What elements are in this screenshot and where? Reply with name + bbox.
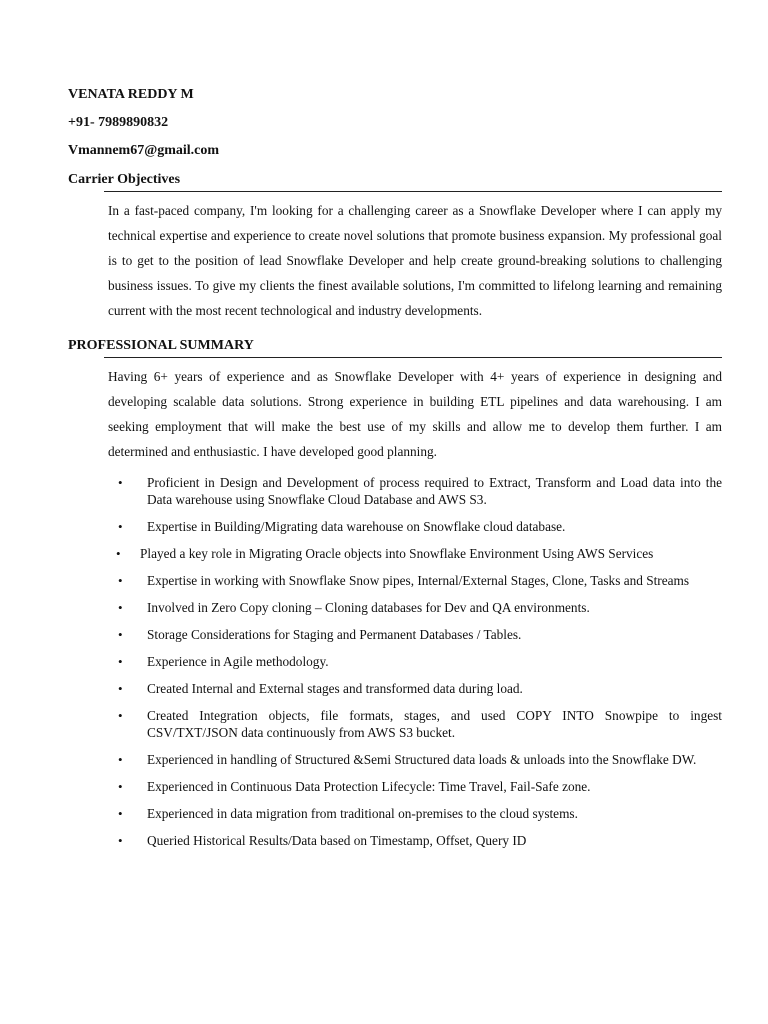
bullet-text: Created Internal and External stages and transformed data during load. <box>147 681 523 696</box>
section-divider <box>104 357 722 358</box>
summary-bullet-list <box>68 474 722 849</box>
bullet-text: Proficient in Design and Development of process required to Extract, Transform and Load data into the Data warehouse using Snowflake Cloud Database and AWS S3. <box>147 475 722 507</box>
bullet-item <box>68 518 722 535</box>
bullet-item <box>68 680 722 697</box>
bullet-icon: • <box>118 654 123 669</box>
bullet-item <box>68 778 722 795</box>
bullet-text: Experienced in handling of Structured &Semi Structured data loads & unloads into the Snowflake DW. <box>147 752 697 767</box>
bullet-item <box>68 805 722 822</box>
bullet-icon: • <box>118 752 123 767</box>
objective-heading: Carrier Objectives <box>68 172 181 187</box>
bullet-item <box>68 599 722 616</box>
bullet-icon: • <box>118 708 123 723</box>
bullet-text: Involved in Zero Copy cloning – Cloning databases for Dev and QA environments. <box>147 600 590 615</box>
phone-number: +91- 7989890832 <box>68 115 169 130</box>
bullet-text: Experience in Agile methodology. <box>147 654 329 669</box>
bullet-item <box>68 832 722 849</box>
bullet-icon: • <box>118 475 123 490</box>
bullet-item <box>68 653 722 670</box>
bullet-item <box>68 751 722 768</box>
bullet-icon: • <box>116 546 121 561</box>
objective-paragraph: In a fast-paced company, I'm looking for a challenging career as a Snowflake Developer where I can apply my technical expertise and experience to create novel solutions that promote business expansion. My professional goal is to get to the position of lead Snowflake Developer and help create ground-breaking solutions to challenging business issues. To give my clients the finest available solutions, I'm committed to lifelong learning and remaining current with the most recent technological and industry developments. <box>108 203 722 318</box>
bullet-icon: • <box>118 519 123 534</box>
bullet-item <box>68 707 722 741</box>
bullet-icon: • <box>118 627 123 642</box>
bullet-icon: • <box>118 779 123 794</box>
bullet-icon: • <box>118 681 123 696</box>
section-divider <box>104 191 722 192</box>
bullet-item <box>68 626 722 643</box>
bullet-item <box>68 572 722 589</box>
bullet-icon: • <box>118 600 123 615</box>
email-address: Vmannem67@gmail.com <box>68 143 220 158</box>
bullet-text: Expertise in Building/Migrating data warehouse on Snowflake cloud database. <box>147 519 566 534</box>
bullet-text: Played a key role in Migrating Oracle objects into Snowflake Environment Using AWS Services <box>140 546 654 561</box>
bullet-icon: • <box>118 573 123 588</box>
summary-heading: PROFESSIONAL SUMMARY <box>68 338 254 353</box>
bullet-text: Queried Historical Results/Data based on Timestamp, Offset, Query ID <box>147 833 527 848</box>
candidate-name: VENATA REDDY M <box>68 87 194 102</box>
bullet-item <box>68 545 722 562</box>
bullet-icon: • <box>118 806 123 821</box>
bullet-text: Created Integration objects, file formats, stages, and used COPY INTO Snowpipe to ingest CSV/TXT/JSON data continuously from AWS S3 bucket. <box>147 708 722 740</box>
bullet-text: Storage Considerations for Staging and Permanent Databases / Tables. <box>147 627 522 642</box>
bullet-text: Experienced in data migration from traditional on-premises to the cloud systems. <box>147 806 578 821</box>
bullet-icon: • <box>118 833 123 848</box>
bullet-item <box>68 474 722 508</box>
summary-paragraph: Having 6+ years of experience and as Snowflake Developer with 4+ years of experience in designing and developing scalable data solutions. Strong experience in building ETL pipelines and data warehousing. I am seeking employment that will make the best use of my skills and allow me to develop them further. I am determined and enthusiastic. I have developed good planning. <box>108 369 722 459</box>
bullet-text: Expertise in working with Snowflake Snow pipes, Internal/External Stages, Clone, Tasks and Streams <box>147 573 690 588</box>
bullet-text: Experienced in Continuous Data Protection Lifecycle: Time Travel, Fail-Safe zone. <box>147 779 591 794</box>
